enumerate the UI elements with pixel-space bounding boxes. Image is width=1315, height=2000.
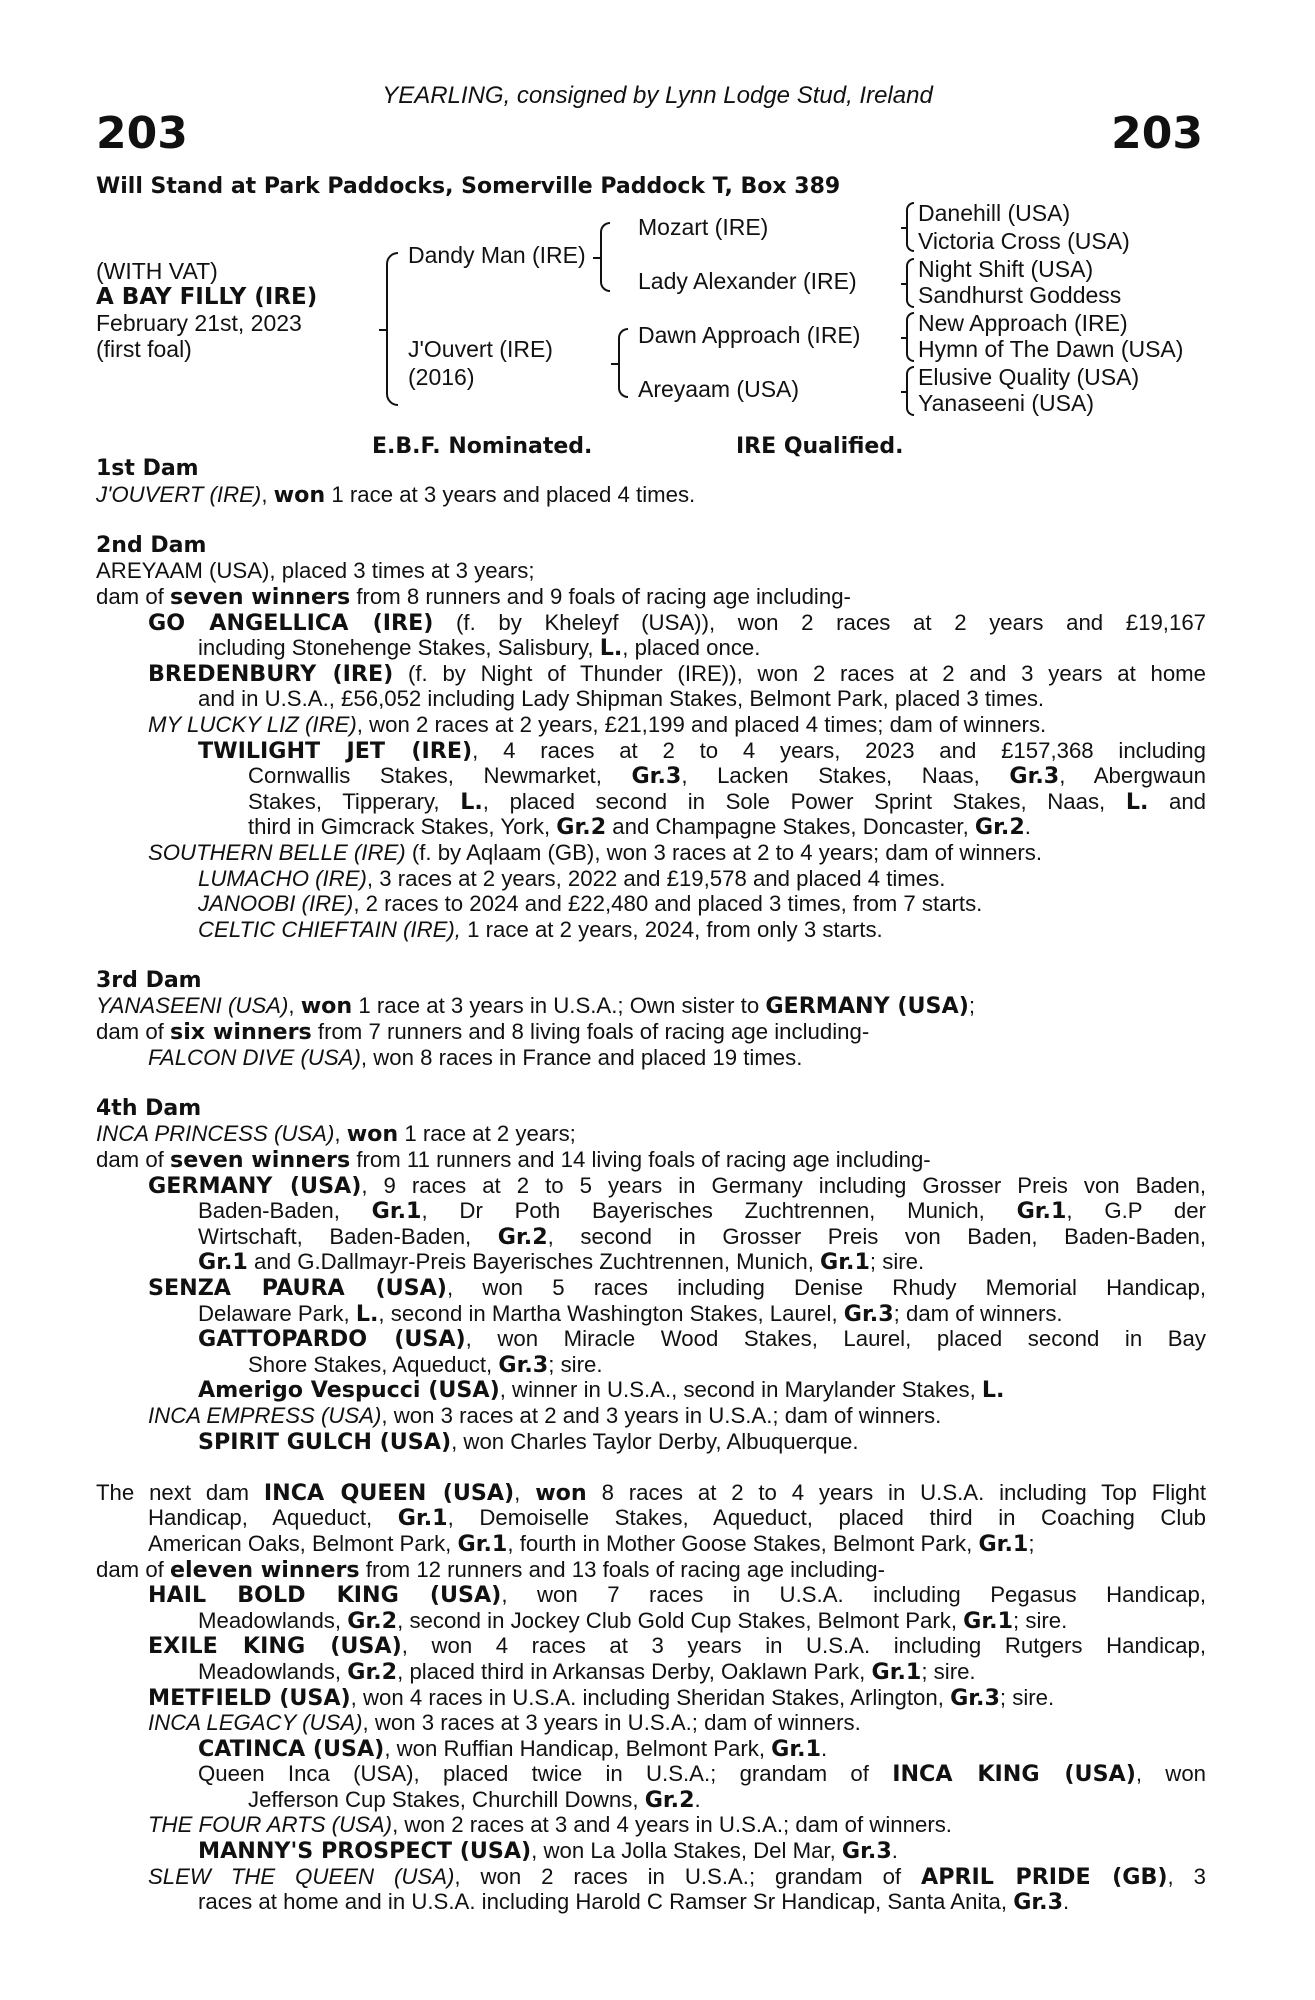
ebf-nominated: E.B.F. Nominated. [372, 434, 593, 459]
entry-gattopardo: GATTOPARDO (USA), won Miracle Wood Stakes, Laurel, placed second in Bay [198, 1326, 1206, 1353]
entry-twilight-jet-cont3: third in Gimcrack Stakes, York, Gr.2 and Champagne Stakes, Doncaster, Gr.2. [248, 814, 1031, 841]
entry-go-angellica-cont: including Stonehenge Stakes, Salisbury, L., placed once. [198, 635, 761, 662]
sire-sire: Mozart (IRE) [638, 214, 769, 240]
horse-name: A BAY FILLY (IRE) [96, 284, 318, 310]
entry-senza-paura-cont: Delaware Park, L., second in Martha Washington Stakes, Laurel, Gr.3; dam of winners. [198, 1300, 1063, 1327]
entry-queen-inca: Queen Inca (USA), placed twice in U.S.A.; grandam of INCA KING (USA), won [198, 1761, 1207, 1788]
dam: J'Ouvert (IRE) [408, 336, 553, 362]
entry-falcon-dive: FALCON DIVE (USA), won 8 races in France and placed 19 times. [148, 1044, 803, 1070]
foal-note: (first foal) [96, 336, 192, 362]
ancestor-8: Yanaseeni (USA) [918, 390, 1094, 416]
stand-location: Will Stand at Park Paddocks, Somerville Paddock T, Box 389 [96, 174, 841, 199]
entry-bredenbury-cont: and in U.S.A., £56,052 including Lady Shipman Stakes, Belmont Park, placed 3 times. [198, 686, 1045, 712]
entry-bredenbury: BREDENBURY (IRE) (f. by Night of Thunder (IRE)), won 2 races at 2 and 3 years at home [148, 660, 1206, 687]
entry-metfield: METFIELD (USA), won 4 races in U.S.A. including Sheridan Stakes, Arlington, Gr.3; sire. [148, 1684, 1055, 1711]
entry-inca-legacy: INCA LEGACY (USA), won 3 races at 3 years in U.S.A.; dam of winners. [148, 1710, 861, 1736]
dam-4-produce: dam of seven winners from 11 runners and 14 living foals of racing age including- [96, 1147, 931, 1174]
entry-hail-bold-king: HAIL BOLD KING (USA), won 7 races in U.S.A. including Pegasus Handicap, [148, 1582, 1206, 1609]
brace-g4 [906, 366, 914, 416]
heading-3rd-dam: 3rd Dam [96, 967, 202, 993]
entry-twilight-jet-cont1: Cornwallis Stakes, Newmarket, Gr.3, Lacken Stakes, Naas, Gr.3, Abergwaun [248, 763, 1206, 790]
entry-senza-paura: SENZA PAURA (USA), won 5 races including Denise Rhudy Memorial Handicap, [148, 1275, 1206, 1301]
dam-dam: Areyaam (USA) [638, 376, 800, 402]
next-dam-cont2: American Oaks, Belmont Park, Gr.1, fourth in Mother Goose Stakes, Belmont Park, Gr.1; [148, 1530, 1035, 1557]
entry-slew-the-queen-cont: races at home and in U.S.A. including Harold C Ramser Sr Handicap, Santa Anita, Gr.3. [198, 1889, 1070, 1916]
ancestor-6: Hymn of The Dawn (USA) [918, 336, 1184, 362]
family-notes [96, 456, 1206, 1915]
entry-the-four-arts: THE FOUR ARTS (USA), won 2 races at 3 and 4 years in U.S.A.; dam of winners. [148, 1812, 952, 1838]
ancestor-1: Danehill (USA) [918, 200, 1071, 226]
sire-dam: Lady Alexander (IRE) [638, 268, 857, 294]
ancestor-2: Victoria Cross (USA) [918, 228, 1130, 254]
sire: Dandy Man (IRE) [408, 242, 586, 268]
heading-1st-dam: 1st Dam [96, 456, 199, 481]
entry-spirit-gulch: SPIRIT GULCH (USA), won Charles Taylor Derby, Albuquerque. [198, 1428, 859, 1455]
entry-twilight-jet: TWILIGHT JET (IRE), 4 races at 2 to 4 years, 2023 and £157,368 including [198, 737, 1206, 764]
entry-my-lucky-liz: MY LUCKY LIZ (IRE), won 2 races at 2 years, £21,199 and placed 4 times; dam of winners. [148, 711, 1047, 737]
ancestor-7: Elusive Quality (USA) [918, 364, 1140, 390]
ire-qualified: IRE Qualified. [736, 434, 904, 459]
dam-year: (2016) [408, 364, 475, 390]
entry-inca-empress: INCA EMPRESS (USA), won 3 races at 2 and 3 years in U.S.A.; dam of winners. [148, 1402, 942, 1428]
ancestor-3: Night Shift (USA) [918, 256, 1094, 282]
ancestor-4: Sandhurst Goddess [918, 282, 1122, 308]
next-dam-cont1: Handicap, Aqueduct, Gr.1, Demoiselle Stakes, Aqueduct, placed third in Coaching Club [148, 1505, 1207, 1532]
consignment-line: YEARLING, consigned by Lynn Lodge Stud, Ireland [382, 82, 933, 109]
entry-gattopardo-cont: Shore Stakes, Aqueduct, Gr.3; sire. [248, 1351, 603, 1378]
brace-g2 [906, 258, 914, 308]
heading-4th-dam: 4th Dam [96, 1095, 202, 1121]
entry-hail-bold-king-cont: Meadowlands, Gr.2, second in Jockey Club Gold Cup Stakes, Belmont Park, Gr.1; sire. [198, 1607, 1068, 1634]
heading-2nd-dam: 2nd Dam [96, 532, 207, 558]
brace-dam [618, 328, 628, 398]
entry-catinca: CATINCA (USA), won Ruffian Handicap, Belmont Park, Gr.1. [198, 1735, 828, 1762]
entry-exile-king-cont: Meadowlands, Gr.2, placed third in Arkansas Derby, Oaklawn Park, Gr.1; sire. [198, 1658, 976, 1685]
entry-germany: GERMANY (USA), 9 races at 2 to 5 years in Germany including Grosser Preis von Baden, [148, 1172, 1206, 1199]
horse-dob: February 21st, 2023 [96, 310, 302, 336]
next-dam-produce: dam of eleven winners from 12 runners and 13 foals of racing age including- [96, 1556, 886, 1583]
lot-number-left: 203 [96, 108, 188, 159]
dam-1-entry: J'OUVERT (IRE), won 1 race at 3 years and placed 4 times. [96, 481, 696, 508]
entry-janoobi: JANOOBI (IRE), 2 races to 2024 and £22,480 and placed 3 times, from 7 starts. [198, 891, 983, 917]
entry-lumacho: LUMACHO (IRE), 3 races at 2 years, 2022 and £19,578 and placed 4 times. [198, 865, 946, 891]
entry-twilight-jet-cont2: Stakes, Tipperary, L., placed second in Sole Power Sprint Stakes, Naas, L. and [248, 788, 1207, 815]
entry-germany-cont1: Baden-Baden, Gr.1, Dr Poth Bayerisches Zuchtrennen, Munich, Gr.1, G.P der [198, 1198, 1206, 1225]
entry-slew-the-queen: SLEW THE QUEEN (USA), won 2 races in U.S.A.; grandam of APRIL PRIDE (GB), 3 [148, 1863, 1206, 1890]
dam-4-entry: INCA PRINCESS (USA), won 1 race at 2 years; [96, 1121, 576, 1148]
entry-exile-king: EXILE KING (USA), won 4 races at 3 years in U.S.A. including Rutgers Handicap, [148, 1633, 1206, 1660]
dam-3-entry: YANASEENI (USA), won 1 race at 3 years in U.S.A.; Own sister to GERMANY (USA); [96, 993, 976, 1020]
entry-germany-cont2: Wirtschaft, Baden-Baden, Gr.2, second in Grosser Preis von Baden, Baden-Baden, [198, 1223, 1207, 1250]
dam-sire: Dawn Approach (IRE) [638, 322, 861, 348]
entry-southern-belle: SOUTHERN BELLE (IRE) (f. by Aqlaam (GB), won 3 races at 2 to 4 years; dam of winners. [148, 839, 1042, 865]
next-dam-entry: The next dam INCA QUEEN (USA), won 8 races at 2 to 4 years in U.S.A. including Top Flight [96, 1479, 1206, 1506]
entry-queen-inca-cont: Jefferson Cup Stakes, Churchill Downs, Gr.2. [248, 1786, 701, 1813]
lot-number-right: 203 [1111, 108, 1203, 159]
entry-go-angellica: GO ANGELLICA (IRE) (f. by Kheleyf (USA)), won 2 races at 2 years and £19,167 [148, 609, 1206, 636]
horse-name: J'OUVERT (IRE) [96, 481, 262, 507]
dam-3-produce: dam of six winners from 7 runners and 8 living foals of racing age including- [96, 1019, 870, 1046]
entry-mannys-prospect: MANNY'S PROSPECT (USA), won La Jolla Stakes, Del Mar, Gr.3. [198, 1838, 898, 1865]
vat-note: (WITH VAT) [96, 258, 218, 284]
dam-2-entry: AREYAAM (USA), placed 3 times at 3 years; [96, 558, 535, 584]
brace-sire [600, 222, 610, 292]
ancestor-5: New Approach (IRE) [918, 310, 1128, 336]
brace-main [386, 252, 398, 406]
entry-celtic-chieftain: CELTIC CHIEFTAIN (IRE), 1 race at 2 years, 2024, from only 3 starts. [198, 916, 883, 942]
entry-germany-cont3: Gr.1 and G.Dallmayr-Preis Bayerisches Zuchtrennen, Munich, Gr.1; sire. [198, 1249, 925, 1276]
brace-g1 [906, 202, 914, 252]
dam-2-produce: dam of seven winners from 8 runners and 9 foals of racing age including- [96, 583, 851, 610]
entry-amerigo-vespucci: Amerigo Vespucci (USA), winner in U.S.A., second in Marylander Stakes, L. [198, 1377, 1005, 1404]
brace-g3 [906, 312, 914, 362]
